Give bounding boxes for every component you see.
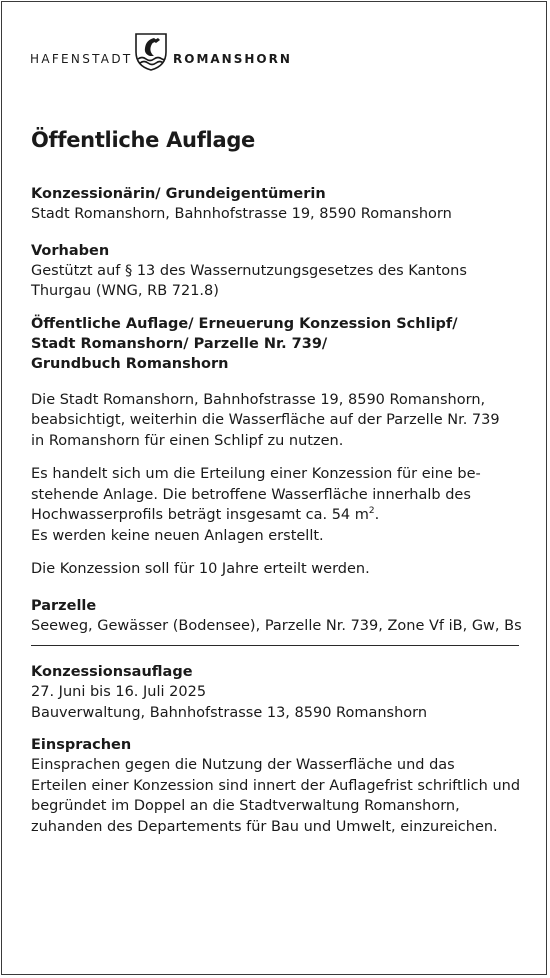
parcel-section — [31, 596, 523, 637]
body-paragraph-1 — [31, 390, 523, 452]
objections-line: begründet im Doppel an die Stadtverwaltung Romanshorn, — [31, 798, 460, 814]
subject-heading-line: Stadt Romanshorn/ Parzelle Nr. 739/ — [31, 335, 328, 352]
body-line: Es handelt sich um die Erteilung einer Konzession für eine be- — [31, 466, 481, 482]
project-line: Thurgau (WNG, RB 721.8) — [31, 283, 219, 299]
body-line: in Romanshorn für einen Schlipf zu nutzen. — [31, 432, 344, 449]
subject-heading-line: Öffentliche Auflage/ Erneuerung Konzession Schlipf/ — [31, 315, 458, 332]
body-line: stehende Anlage. Die betroffene Wasserfläche innerhalb des — [31, 486, 471, 503]
project-line: Gestützt auf § 13 des Wassernutzungsgesetzes des Kantons — [31, 262, 467, 279]
area-text: Hochwasserprofils beträgt insgesamt ca. 54 m — [31, 507, 369, 523]
notice-content — [31, 128, 523, 837]
parcel-heading: Parzelle — [31, 597, 97, 614]
exhibition-heading: Konzessionsauflage — [31, 664, 193, 680]
objections-line: Erteilen einer Konzession sind innert der Auflagefrist schriftlich und — [31, 777, 521, 794]
applicant-line: Stadt Romanshorn, Bahnhofstrasse 19, 8590 Romanshorn — [31, 206, 452, 222]
page-title: Öffentliche Auflage — [31, 128, 255, 152]
body-line-area — [31, 505, 523, 526]
divider — [31, 645, 519, 646]
romanshorn-crest-icon — [134, 32, 168, 72]
objections-section — [31, 735, 523, 837]
area-suffix: . — [374, 507, 380, 523]
area-superscript: 2 — [368, 506, 375, 517]
project-heading: Vorhaben — [31, 242, 110, 259]
subject-heading-line: Grundbuch Romanshorn — [31, 355, 229, 372]
body-paragraph-3 — [31, 559, 523, 580]
header — [30, 32, 330, 88]
brand-left-text: HAFENSTADT — [30, 52, 133, 66]
brand-right-text: ROMANSHORN — [173, 52, 292, 66]
objections-heading: Einsprachen — [31, 737, 132, 753]
body-line: beabsichtigt, weiterhin die Wasserfläche auf der Parzelle Nr. 739 — [31, 412, 500, 428]
objections-line: Einsprachen gegen die Nutzung der Wasserfläche und das — [31, 757, 455, 773]
exhibition-line: Bauverwaltung, Bahnhofstrasse 13, 8590 Romanshorn — [31, 704, 428, 721]
subject-section — [31, 314, 523, 374]
body-paragraph-2 — [31, 464, 523, 546]
body-line: Die Konzession soll für 10 Jahre erteilt werden. — [31, 561, 370, 577]
body-line: Die Stadt Romanshorn, Bahnhofstrasse 19, 8590 Romanshorn, — [31, 391, 486, 408]
applicant-heading: Konzessionärin/ Grundeigentümerin — [31, 186, 326, 202]
body-line: Es werden keine neuen Anlagen erstellt. — [31, 527, 324, 544]
exhibition-section — [31, 662, 523, 723]
exhibition-line: 27. Juni bis 16. Juli 2025 — [31, 684, 207, 700]
applicant-section — [31, 184, 523, 225]
project-section — [31, 241, 523, 302]
parcel-line: Seeweg, Gewässer (Bodensee), Parzelle Nr. 739, Zone Vf iB, Gw, Bs — [31, 617, 522, 634]
objections-line: zuhanden des Departements für Bau und Umwelt, einzureichen. — [31, 818, 498, 835]
